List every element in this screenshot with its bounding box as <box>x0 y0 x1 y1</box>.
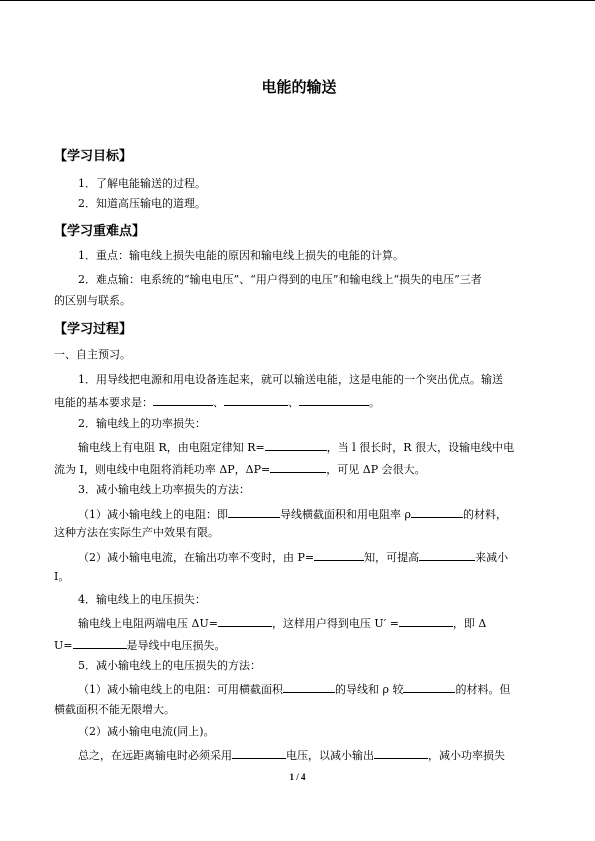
item-4-line-b <box>54 637 226 653</box>
item-5-line-c: （2）减小输电电流(同上)。 <box>78 725 215 738</box>
blank[interactable] <box>270 461 326 473</box>
blank[interactable] <box>224 394 288 406</box>
text: 来减小 <box>475 551 509 564</box>
blank[interactable] <box>153 394 213 406</box>
goal-item-1: 1．了解电能输送的过程。 <box>78 177 206 190</box>
text: 输电线上有电阻 R，由电阻定律知 R= <box>78 441 265 454</box>
text: 是导线中电压损失。 <box>126 639 226 652</box>
text: 总之，在远距离输电时必须采用 <box>78 749 232 762</box>
text: 输电线上电阻两端电压 ΔU= <box>78 617 218 630</box>
text: 、 <box>213 396 224 409</box>
section-heading-goals: 【学习目标】 <box>54 149 133 164</box>
text: 知，可提高 <box>364 551 420 564</box>
text: 的导线和 ρ 较 <box>335 683 404 696</box>
text: U= <box>54 639 73 652</box>
preview-heading: 一、自主预习。 <box>54 348 131 361</box>
text: ，当 l 很长时，R 很大，设输电线中电 <box>326 441 515 454</box>
blank[interactable] <box>283 681 335 693</box>
item-4: 4．输电线上的电压损失： <box>78 593 206 606</box>
item-1: 1．用导线把电源和用电设备连起来，就可以输送电能，这是电能的一个突出优点。输送 <box>78 373 503 386</box>
text: 导线横截面积和用电阻率 ρ <box>280 508 411 521</box>
item-5: 5．减小输电线上的电压损失的方法： <box>78 659 261 672</box>
blank[interactable] <box>232 747 286 759</box>
text: （1）减小输电线上的电阻：可用横截面积 <box>78 683 283 696</box>
item-3-line-a <box>78 506 507 522</box>
top-rule <box>0 0 595 1</box>
blank[interactable] <box>399 615 453 627</box>
item-3-line-c <box>78 549 508 565</box>
text: 的材料。但 <box>455 683 511 696</box>
item-5-line-a <box>78 681 510 697</box>
key-point-2: 2．难点输：电系统的“输电电压”、“用户得到的电压”和输电线上“损失的电压”三者 <box>78 273 482 286</box>
text: 。 <box>369 396 380 409</box>
blank[interactable] <box>73 637 127 649</box>
text: 电压，以减小输出 <box>286 749 374 762</box>
blank[interactable] <box>228 506 280 518</box>
text: ，即 Δ <box>452 617 487 630</box>
item-2-line-b <box>54 461 426 477</box>
goal-item-2: 2．知道高压输电的道理。 <box>78 197 206 210</box>
key-point-2-cont: 的区别与联系。 <box>54 294 131 307</box>
blank[interactable] <box>419 549 475 561</box>
summary-line <box>78 747 505 763</box>
text: 电能的基本要求是： <box>54 396 153 409</box>
key-point-1: 1．重点：输电线上损失电能的原因和输电线上损失的电能的计算。 <box>78 249 404 262</box>
page-number: 1 / 4 <box>289 772 306 782</box>
text: 流为 I，则电线中电阻将消耗功率 ΔP，ΔP= <box>54 463 271 476</box>
text: ，这样用户得到电压 U′ = <box>271 617 399 630</box>
blank[interactable] <box>411 506 463 518</box>
blank[interactable] <box>403 681 455 693</box>
section-heading-process: 【学习过程】 <box>54 322 133 337</box>
blank[interactable] <box>374 747 428 759</box>
item-4-line-a <box>78 615 486 631</box>
item-3: 3．减小输电线上功率损失的方法： <box>78 483 250 496</box>
item-2: 2．输电线上的功率损失： <box>78 417 206 430</box>
item-3-line-d: I。 <box>54 570 70 583</box>
item-1-cont <box>54 394 380 410</box>
blank[interactable] <box>265 439 327 451</box>
text: 的材料， <box>462 508 507 521</box>
item-5-line-b: 横截面积不能无限增大。 <box>54 703 175 716</box>
blank[interactable] <box>299 394 369 406</box>
blank[interactable] <box>314 549 364 561</box>
text: （2）减小输电电流，在输出功率不变时，由 P= <box>78 551 315 564</box>
item-3-line-b: 这种方法在实际生产中效果有限。 <box>54 526 219 539</box>
blank[interactable] <box>218 615 272 627</box>
item-2-line-a <box>78 439 514 455</box>
text: （1）减小输电线上的电阻：即 <box>78 508 228 521</box>
section-heading-key: 【学习重难点】 <box>54 224 146 239</box>
text: 、 <box>288 396 299 409</box>
text: ，可见 ΔP 会很大。 <box>326 463 426 476</box>
text: ，减小功率损失 <box>428 749 505 762</box>
page-title: 电能的输送 <box>261 78 337 96</box>
